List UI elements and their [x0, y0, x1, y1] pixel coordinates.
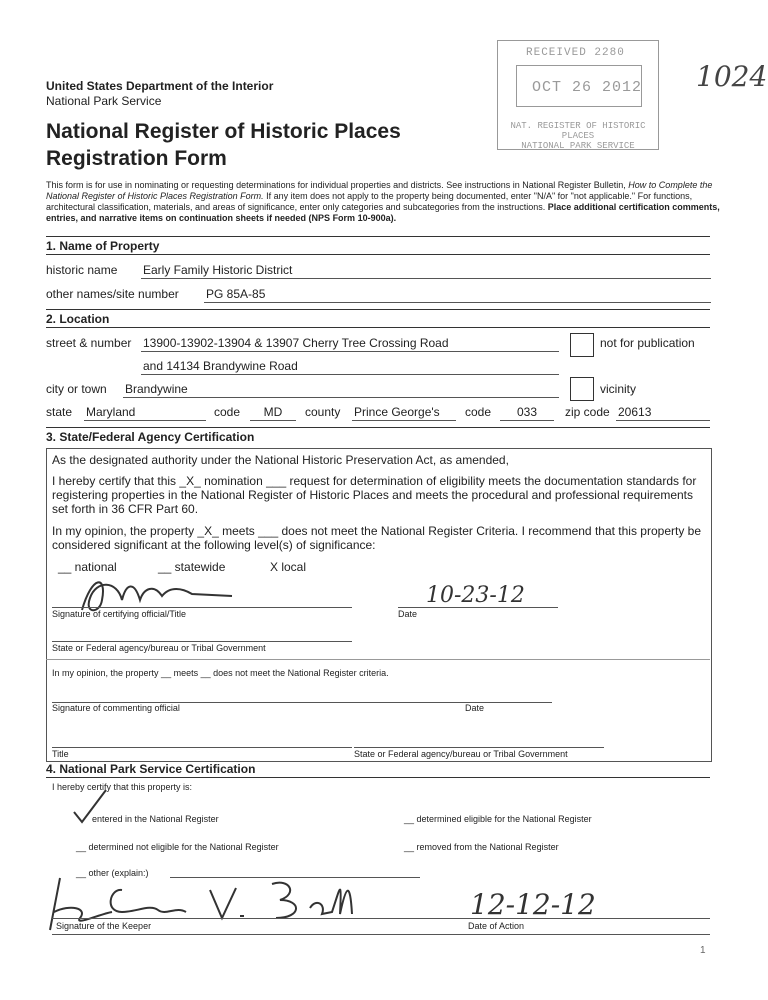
instructions-part2: If any item does not apply to the property being documented, enter "N/A" for "not applicable." For functions, architectural classification, materials, and areas of significance, enter only categories and subcategories from the instructions. — [46, 191, 693, 212]
page-number: 1 — [700, 945, 706, 956]
determined-not-eligible-option: __ determined not eligible for the National Register — [76, 842, 279, 852]
zip-label: zip code — [565, 405, 610, 419]
vicinity-label: vicinity — [600, 382, 637, 396]
form-instructions — [46, 180, 722, 224]
instructions-bold: Place additional certification comments, entries, and narrative items on continuation sheets if needed (NPS Form 10-900a). — [46, 202, 720, 223]
department-name: United States Department of the Interior — [46, 79, 274, 93]
nps-certify-text: I hereby certify that this property is: — [52, 782, 193, 792]
section3-heading: 3. State/Federal Agency Certification — [46, 430, 255, 444]
not-for-publication-label: not for publication — [600, 336, 695, 350]
agency-line-2 — [354, 747, 604, 748]
title-label: Title — [52, 749, 69, 759]
entered-option: entered in the National Register — [92, 814, 219, 824]
historic-name-label: historic name — [46, 263, 118, 277]
divider — [46, 659, 710, 660]
stamp-text — [502, 121, 654, 151]
divider — [46, 236, 710, 237]
form-title-line2: Registration Form — [46, 147, 227, 170]
not-for-publication-checkbox[interactable] — [570, 333, 594, 357]
zip-value: 20613 — [616, 405, 710, 421]
agency-label-2: State or Federal agency/bureau or Tribal Government — [354, 749, 568, 759]
level-national: __ national — [58, 560, 117, 574]
street-value-line1: 13900-13902-13904 & 13907 Cherry Tree Crossing Road — [141, 336, 559, 352]
signature-date: 10-23-12 — [426, 583, 525, 608]
stamp-date: OCT 26 2012 — [532, 79, 643, 96]
removed-option: __ removed from the National Register — [404, 842, 559, 852]
stamp-received: RECEIVED 2280 — [526, 47, 625, 59]
other-names-label: other names/site number — [46, 287, 179, 301]
historic-name-value: Early Family Historic District — [141, 263, 711, 279]
form-title — [46, 118, 446, 172]
divider — [46, 327, 710, 328]
county-label: county — [305, 405, 341, 419]
divider — [46, 777, 710, 778]
stamp-line2: NATIONAL PARK SERVICE — [521, 141, 635, 151]
keeper-line — [52, 918, 710, 919]
city-label: city or town — [46, 382, 107, 396]
state-label: state — [46, 405, 73, 419]
county-code-value: 033 — [500, 405, 554, 421]
signature-label: Signature of certifying official/Title — [52, 609, 187, 619]
signature-line — [52, 607, 352, 608]
county-value: Prince George's — [352, 405, 456, 421]
determined-eligible-option: __ determined eligible for the National Register — [404, 814, 592, 824]
instructions-italic: How to Complete the National Register of Historic Places Registration Form. — [46, 180, 713, 201]
instructions-part1: This form is for use in nominating or requesting determinations for individual properties and districts. See instructions in National Register Bulletin, — [46, 180, 626, 190]
action-date: 12-12-12 — [470, 888, 596, 921]
city-value: Brandywine — [123, 382, 559, 398]
vicinity-checkbox[interactable] — [570, 377, 594, 401]
received-stamp — [497, 40, 659, 150]
bottom-rule — [52, 934, 710, 935]
county-code-label: code — [465, 405, 492, 419]
state-code-label: code — [214, 405, 241, 419]
divider — [46, 254, 710, 255]
date-label: Date — [398, 609, 418, 619]
title-line — [52, 747, 352, 748]
section1-heading: 1. Name of Property — [46, 239, 160, 253]
section2-heading: 2. Location — [46, 312, 110, 326]
action-date-label: Date of Action — [468, 921, 525, 931]
date-line — [398, 607, 558, 608]
opinion2-text: In my opinion, the property __ meets __ does not meet the National Register criteria. — [52, 668, 389, 678]
street-label: street & number — [46, 336, 132, 350]
agency-line — [52, 641, 352, 642]
form-title-line1: National Register of Historic Places — [46, 120, 401, 143]
date-label-2: Date — [465, 703, 485, 713]
keeper-label: Signature of the Keeper — [56, 921, 152, 931]
agency-label: State or Federal agency/bureau or Tribal Government — [52, 643, 266, 653]
service-name: National Park Service — [46, 94, 162, 108]
state-value: Maryland — [84, 405, 206, 421]
divider — [46, 309, 710, 310]
level-local: X local — [270, 560, 307, 574]
handwritten-number: 1024 — [696, 60, 768, 93]
other-names-value: PG 85A-85 — [204, 287, 711, 303]
certify-text: I hereby certify that this _X_ nomination ___ request for determination of eligibility meets the documentation standards for registering properties in the National Register of Historic Places and meets the procedural and professional requirements set forth in 36 CFR Part 60. — [52, 474, 697, 516]
stamp-line1: NAT. REGISTER OF HISTORIC PLACES — [510, 121, 646, 141]
authority-text: As the designated authority under the National Historic Preservation Act, as amended, — [52, 453, 509, 467]
state-code-value: MD — [250, 405, 296, 421]
street-value-line2: and 14134 Brandywine Road — [141, 359, 559, 375]
other-option: __ other (explain:) — [76, 868, 149, 878]
comment-sig-label: Signature of commenting official — [52, 703, 180, 713]
section4-heading: 4. National Park Service Certification — [46, 762, 256, 776]
opinion-text: In my opinion, the property _X_ meets ___ does not meet the National Register Criteria. I recommend that this property be considered significant at the following level(s) of significance: — [52, 524, 702, 552]
divider — [46, 427, 710, 428]
level-statewide: __ statewide — [158, 560, 226, 574]
